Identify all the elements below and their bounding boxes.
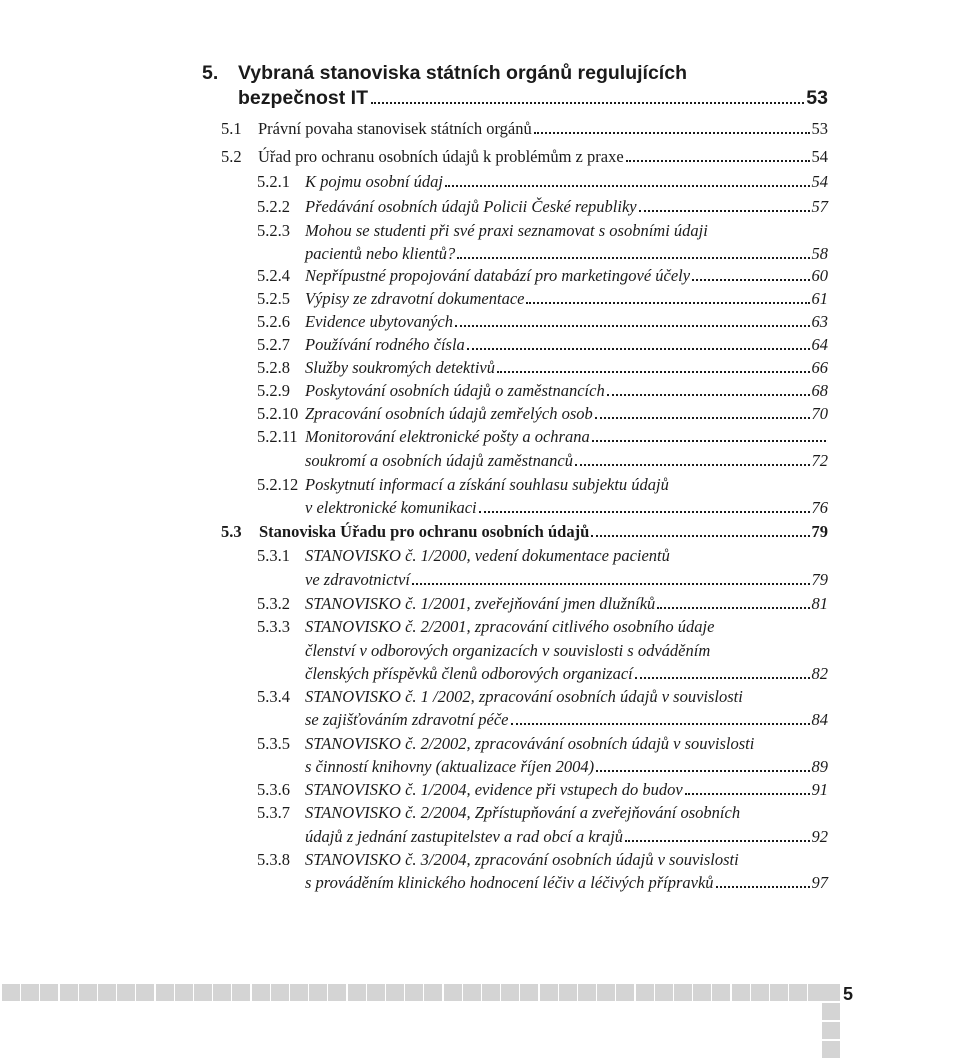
- section-number: 5.3.1: [257, 546, 290, 565]
- entry-title: Právní povaha stanovisek státních orgánů: [258, 119, 532, 138]
- section-number: 5.2: [221, 147, 242, 166]
- entry-line: [305, 849, 828, 871]
- leader-dots: [635, 677, 810, 679]
- decorative-square: [597, 984, 615, 1001]
- toc-row: [257, 243, 828, 265]
- entry-page: 91: [811, 780, 828, 799]
- leader-dots: [625, 840, 809, 842]
- toc-row: [257, 474, 828, 496]
- section-number: 5.2.5: [257, 289, 290, 308]
- decorative-square: [348, 984, 366, 1001]
- section-number: 5.3.2: [257, 594, 290, 613]
- toc-row: [221, 146, 828, 168]
- decorative-square: [40, 984, 58, 1001]
- entry-title: Stanoviska Úřadu pro ochranu osobních údajů: [259, 522, 590, 541]
- toc-row: [257, 640, 828, 662]
- toc-row: [257, 779, 828, 801]
- entry-line: [305, 593, 828, 615]
- toc-row: [257, 756, 828, 778]
- section-number: 5.2.9: [257, 381, 290, 400]
- toc-row: [257, 872, 828, 894]
- decorative-square: [751, 984, 769, 1001]
- leader-dots: [716, 886, 810, 888]
- entry-line: [305, 171, 828, 193]
- section-number: 5.2.12: [257, 475, 299, 494]
- entry-page: 76: [811, 498, 828, 517]
- entry-page: 89: [811, 757, 828, 776]
- entry-page: 68: [811, 381, 828, 400]
- decorative-squares-footer: [0, 982, 960, 1058]
- decorative-square: [482, 984, 500, 1001]
- leader-dots: [657, 607, 809, 609]
- entry-line: [305, 872, 828, 894]
- entry-line: [305, 403, 828, 425]
- section-number: 5.3.5: [257, 734, 290, 753]
- decorative-square: [328, 984, 346, 1001]
- toc-row: [257, 357, 828, 379]
- decorative-square: [732, 984, 750, 1001]
- entry-line: [305, 709, 828, 731]
- toc-row: [257, 403, 828, 425]
- decorative-square: [674, 984, 692, 1001]
- chapter-number: 5.: [202, 62, 219, 84]
- entry-title: Nepřípustné propojování databází pro marketingové účely: [305, 266, 691, 285]
- entry-page: 79: [811, 522, 828, 541]
- leader-dots: [467, 348, 810, 350]
- leader-dots: [592, 440, 826, 442]
- entry-line: [305, 686, 828, 708]
- toc-row: [257, 334, 828, 356]
- entry-title: Předávání osobních údajů Policii České republiky: [305, 197, 637, 216]
- entry-line: [305, 243, 828, 265]
- decorative-square: [789, 984, 807, 1001]
- entry-title: STANOVISKO č. 1/2001, zveřejňování jmen dlužníků: [305, 594, 656, 613]
- entry-title: v elektronické komunikaci: [305, 498, 477, 517]
- leader-dots: [497, 371, 810, 373]
- section-number: 5.2.3: [257, 221, 290, 240]
- decorative-square: [98, 984, 116, 1001]
- entry-page: 57: [811, 197, 828, 216]
- section-number: 5.2.2: [257, 197, 290, 216]
- entry-page: 60: [811, 266, 828, 285]
- entry-line: [305, 265, 828, 287]
- section-number: 5.3.4: [257, 687, 290, 706]
- decorative-square: [559, 984, 577, 1001]
- entry-title: Úřad pro ochranu osobních údajů k problémům z praxe: [258, 147, 624, 166]
- decorative-square: [693, 984, 711, 1001]
- leader-dots: [534, 132, 810, 134]
- decorative-square: [117, 984, 135, 1001]
- decorative-square: [822, 984, 840, 1001]
- entry-title: Služby soukromých detektivů: [305, 358, 495, 377]
- toc-row: [257, 616, 828, 638]
- decorative-square: [655, 984, 673, 1001]
- entry-title: Používání rodného čísla: [305, 335, 465, 354]
- section-number: 5.2.4: [257, 266, 290, 285]
- decorative-square: [616, 984, 634, 1001]
- leader-dots: [685, 793, 810, 795]
- entry-title: Evidence ubytovaných: [305, 312, 453, 331]
- entry-page: 64: [811, 335, 828, 354]
- decorative-square: [405, 984, 423, 1001]
- entry-page: 53: [811, 119, 828, 138]
- entry-title: Monitorování elektronické pošty a ochrana: [305, 427, 590, 446]
- section-number: 5.3.6: [257, 780, 290, 799]
- toc-row: [257, 196, 828, 218]
- entry-title: s činností knihovny (aktualizace říjen 2004): [305, 757, 595, 776]
- toc-row: [257, 569, 828, 591]
- entry-page: 92: [811, 827, 828, 846]
- leader-dots: [479, 511, 810, 513]
- entry-title: pacientů nebo klientů?: [305, 244, 456, 263]
- toc-row: [257, 593, 828, 615]
- toc-row: [257, 497, 828, 519]
- entry-page: 97: [811, 873, 828, 892]
- entry-title: ve zdravotnictví: [305, 570, 410, 589]
- entry-title: členství v odborových organizacích v souvislosti s odváděním: [305, 641, 711, 660]
- section-number: 5.2.10: [257, 404, 299, 423]
- entry-line: [305, 497, 828, 519]
- entry-line: [305, 288, 828, 310]
- entry-page: 63: [811, 312, 828, 331]
- entry-line: [305, 380, 828, 402]
- entry-title: STANOVISKO č. 2/2001, zpracování citlivého osobního údaje: [305, 617, 715, 636]
- decorative-square: [386, 984, 404, 1001]
- entry-title: Poskytnutí informací a získání souhlasu subjektu údajů: [305, 475, 669, 494]
- entry-title: Mohou se studenti při své praxi seznamovat s osobními údaji: [305, 221, 708, 240]
- section-number: 5.2.6: [257, 312, 290, 331]
- toc-row: [257, 265, 828, 287]
- entry-page: 58: [811, 244, 828, 263]
- chapter-title-line1: Vybraná stanoviska státních orgánů regulujících: [238, 62, 687, 84]
- decorative-square: [156, 984, 174, 1001]
- decorative-square: [252, 984, 270, 1001]
- leader-dots: [607, 394, 810, 396]
- entry-title: K pojmu osobní údaj: [305, 172, 443, 191]
- decorative-square: [540, 984, 558, 1001]
- decorative-square: [309, 984, 327, 1001]
- entry-title: Zpracování osobních údajů zemřelých osob: [305, 404, 593, 423]
- entry-title: členských příspěvků členů odborových organizací: [305, 664, 633, 683]
- decorative-square: [271, 984, 289, 1001]
- leader-dots: [445, 185, 810, 187]
- entry-page: 54: [811, 172, 828, 191]
- section-number: 5.2.11: [257, 427, 298, 446]
- entry-title: s prováděním klinického hodnocení léčiv a léčivých přípravků: [305, 873, 714, 892]
- decorative-square: [578, 984, 596, 1001]
- decorative-square: [60, 984, 78, 1001]
- entry-line: [305, 756, 828, 778]
- entry-title: STANOVISKO č. 1 /2002, zpracování osobních údajů v souvislosti: [305, 687, 743, 706]
- section-number: 5.2.8: [257, 358, 290, 377]
- entry-line: [305, 640, 828, 662]
- entry-line: [305, 426, 828, 448]
- entry-line: [305, 779, 828, 801]
- toc-row: [257, 171, 828, 193]
- decorative-square: [636, 984, 654, 1001]
- toc-row: [257, 450, 828, 472]
- entry-title: STANOVISKO č. 3/2004, zpracování osobních údajů v souvislosti: [305, 850, 739, 869]
- toc-row: [221, 118, 828, 140]
- section-number: 5.3.8: [257, 850, 290, 869]
- leader-dots: [591, 535, 809, 537]
- toc-row: [257, 826, 828, 848]
- section-number: 5.3.3: [257, 617, 290, 636]
- page-number: 5: [843, 984, 854, 1004]
- leader-dots: [457, 257, 809, 259]
- decorative-square: [822, 1041, 840, 1058]
- entry-line: [305, 220, 828, 242]
- decorative-square: [232, 984, 250, 1001]
- entry-line: [305, 663, 828, 685]
- decorative-square: [822, 1003, 840, 1020]
- decorative-square: [79, 984, 97, 1001]
- entry-title: soukromí a osobních údajů zaměstnanců: [305, 451, 573, 470]
- leader-dots: [692, 279, 809, 281]
- leader-dots: [526, 302, 809, 304]
- decorative-square: [213, 984, 231, 1001]
- leader-dots: [595, 417, 810, 419]
- entry-title: STANOVISKO č. 1/2004, evidence při vstupech do budov: [305, 780, 683, 799]
- entry-line: [305, 733, 828, 755]
- entry-line: [305, 826, 828, 848]
- entry-line: [259, 521, 828, 543]
- entry-title: údajů z jednání zastupitelstev a rad obcí a krajů: [305, 827, 624, 846]
- toc-row: [257, 545, 828, 567]
- decorative-square: [770, 984, 788, 1001]
- decorative-square: [463, 984, 481, 1001]
- decorative-square: [520, 984, 538, 1001]
- toc-row: [221, 521, 828, 543]
- decorative-square: [290, 984, 308, 1001]
- leader-dots: [575, 464, 810, 466]
- entry-page: 82: [811, 664, 828, 683]
- decorative-square: [21, 984, 39, 1001]
- chapter-title-line2: bezpečnost IT: [238, 87, 369, 109]
- entry-line: [305, 450, 828, 472]
- entry-title: STANOVISKO č. 2/2002, zpracovávání osobních údajů v souvislosti: [305, 734, 755, 753]
- entry-page: 72: [811, 451, 828, 470]
- entry-line: [305, 545, 828, 567]
- toc-row: [257, 380, 828, 402]
- decorative-square: [424, 984, 442, 1001]
- toc-row: [257, 686, 828, 708]
- entry-title: Výpisy ze zdravotní dokumentace: [305, 289, 525, 308]
- section-number: 5.3.7: [257, 803, 290, 822]
- entry-line: [305, 311, 828, 333]
- entry-title: Poskytování osobních údajů o zaměstnancích: [305, 381, 605, 400]
- toc-row: [257, 663, 828, 685]
- entry-line: [305, 616, 828, 638]
- toc-row: [257, 220, 828, 242]
- leader-dots: [639, 210, 810, 212]
- toc-row: [257, 733, 828, 755]
- entry-line: [258, 146, 828, 168]
- leader-dots: [626, 160, 810, 162]
- decorative-square: [712, 984, 730, 1001]
- toc-row: [257, 311, 828, 333]
- entry-line: [258, 118, 828, 140]
- entry-title: STANOVISKO č. 1/2000, vedení dokumentace pacientů: [305, 546, 670, 565]
- entry-line: [305, 196, 828, 218]
- section-number: 5.3: [221, 522, 242, 541]
- entry-page: 70: [811, 404, 828, 423]
- entry-title: STANOVISKO č. 2/2004, Zpřístupňování a zveřejňování osobních: [305, 803, 741, 822]
- decorative-square: [194, 984, 212, 1001]
- decorative-square: [367, 984, 385, 1001]
- decorative-square: [136, 984, 154, 1001]
- entry-line: [305, 334, 828, 356]
- entry-page: 66: [811, 358, 828, 377]
- leader-dots: [511, 723, 810, 725]
- leader-dots: [455, 325, 810, 327]
- entry-page: 79: [811, 570, 828, 589]
- leader-dots: [412, 583, 810, 585]
- chapter-page: 53: [806, 87, 828, 109]
- entry-line: [305, 474, 828, 496]
- decorative-square: [2, 984, 20, 1001]
- toc-row: [257, 802, 828, 824]
- entry-line: [305, 802, 828, 824]
- entry-page: 81: [811, 594, 828, 613]
- entry-page: 54: [811, 147, 828, 166]
- decorative-square: [822, 1022, 840, 1039]
- decorative-square: [444, 984, 462, 1001]
- section-number: 5.2.7: [257, 335, 290, 354]
- decorative-square: [175, 984, 193, 1001]
- entry-page: 61: [811, 289, 828, 308]
- entry-line: [305, 569, 828, 591]
- toc-row: [257, 426, 828, 448]
- entry-title: se zajišťováním zdravotní péče: [305, 710, 509, 729]
- entry-page: 84: [811, 710, 828, 729]
- section-number: 5.1: [221, 119, 242, 138]
- toc-row: [257, 709, 828, 731]
- entry-line: [305, 357, 828, 379]
- section-number: 5.2.1: [257, 172, 290, 191]
- toc-row: [257, 849, 828, 871]
- leader-dots: [596, 770, 809, 772]
- toc-row: [257, 288, 828, 310]
- decorative-square: [501, 984, 519, 1001]
